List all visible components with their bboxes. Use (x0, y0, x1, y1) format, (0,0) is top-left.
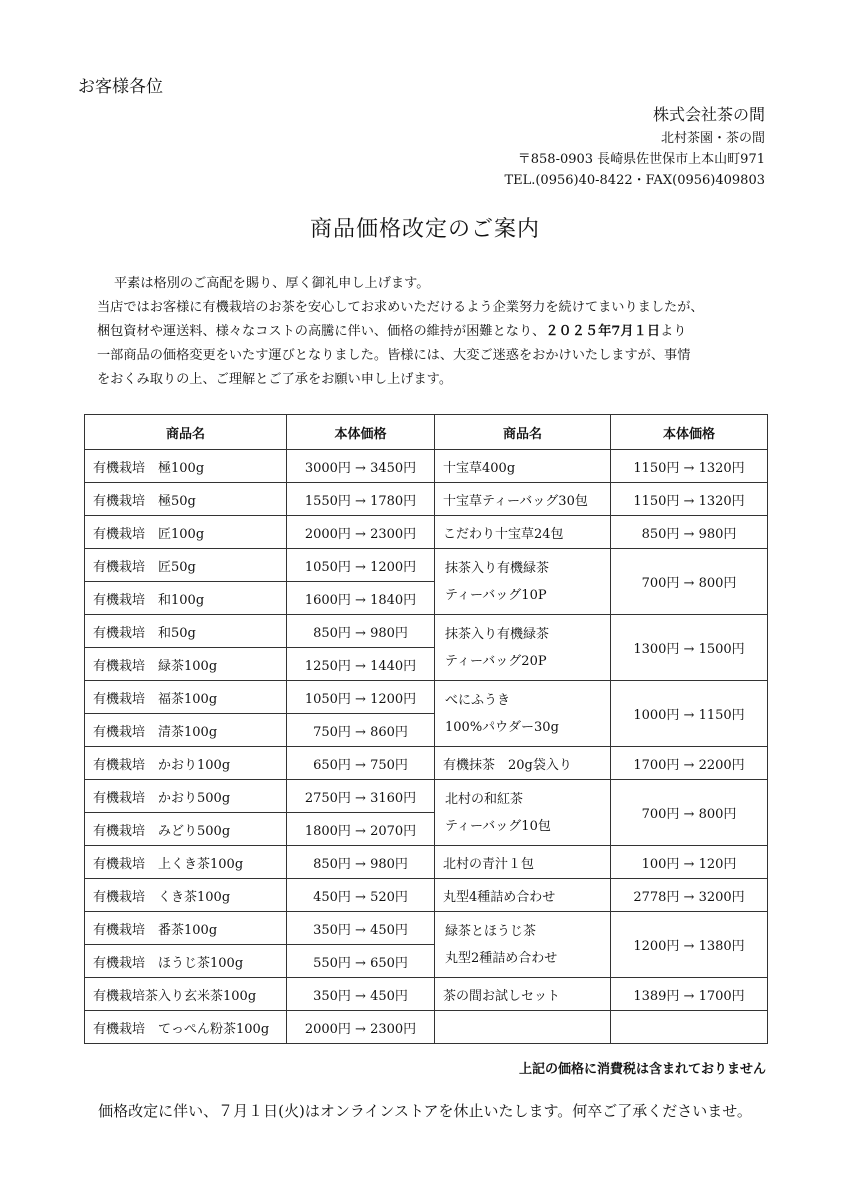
product-price: 1250円 → 1440円 (287, 648, 435, 681)
product-price: 850円 → 980円 (611, 516, 768, 549)
product-price: 1800円 → 2070円 (287, 813, 435, 846)
product-name-multiline (435, 549, 611, 615)
closing-note: 価格改定に伴い、７月１日(火)はオンラインストアを休止いたします。何卒ご了承くださいませ。 (98, 1102, 752, 1120)
product-price: 2750円 → 3160円 (287, 780, 435, 813)
intro-line-3a: 梱包資材や運送料、様々なコストの高騰に伴い、価格の維持が困難となり、 (97, 324, 546, 339)
table-row (85, 516, 768, 549)
product-name: 有機栽培 匠100g (85, 516, 287, 549)
product-name: 十宝草400g (435, 450, 611, 483)
product-price: 550円 → 650円 (287, 945, 435, 978)
product-price: 1150円 → 1320円 (611, 483, 768, 516)
product-name: 有機栽培 和50g (85, 615, 287, 648)
intro-line-3c: より (660, 324, 687, 339)
product-price: 850円 → 980円 (287, 615, 435, 648)
product-price: 750円 → 860円 (287, 714, 435, 747)
product-name-line-1: 抹茶入り有機緑茶 (445, 560, 550, 576)
product-name: 有機栽培 極50g (85, 483, 287, 516)
table-row (85, 1011, 768, 1044)
product-price: 1550円 → 1780円 (287, 483, 435, 516)
product-price: 2778円 → 3200円 (611, 879, 768, 912)
tax-note: 上記の価格に消費税は含まれておりません (518, 1062, 766, 1077)
header-price-right: 本体価格 (611, 415, 768, 450)
table-row (85, 912, 768, 945)
product-name-line-2: 100%パウダー30g (445, 719, 559, 735)
table-row (85, 978, 768, 1011)
product-name-line-1: 北村の和紅茶 (445, 791, 524, 807)
product-name-multiline (435, 780, 611, 846)
product-name: 北村の青汁１包 (435, 846, 611, 879)
product-name-line-2: ティーバッグ10包 (445, 818, 551, 834)
product-price: 650円 → 750円 (287, 747, 435, 780)
intro-line-4: 一部商品の価格変更をいたす運びとなりました。皆様には、大変ご迷惑をおかけいたしますが、事情 (97, 348, 691, 363)
product-name: 丸型4種詰め合わせ (435, 879, 611, 912)
table-row (85, 846, 768, 879)
product-name: こだわり十宝草24包 (435, 516, 611, 549)
header-price-left: 本体価格 (287, 415, 435, 450)
product-price: 1700円 → 2200円 (611, 747, 768, 780)
product-name: 茶の間お試しセット (435, 978, 611, 1011)
product-price: 1150円 → 1320円 (611, 450, 768, 483)
product-price: 2000円 → 2300円 (287, 1011, 435, 1044)
table-row (85, 681, 768, 714)
product-name-line-1: べにふうき (445, 692, 511, 708)
product-price: 450円 → 520円 (287, 879, 435, 912)
product-name: 有機栽培茶入り玄米茶100g (85, 978, 287, 1011)
product-price: 1000円 → 1150円 (611, 681, 768, 747)
price-table (84, 414, 768, 1044)
intro-line-2: 当店ではお客様に有機栽培のお茶を安心してお求めいただけるよう企業努力を続けてまいりましたが、 (97, 300, 704, 315)
product-name: 有機栽培 ほうじ茶100g (85, 945, 287, 978)
product-name: 有機栽培 極100g (85, 450, 287, 483)
product-price: 1600円 → 1840円 (287, 582, 435, 615)
product-price: 3000円 → 3450円 (287, 450, 435, 483)
product-name: 有機栽培 和100g (85, 582, 287, 615)
product-price: 700円 → 800円 (611, 780, 768, 846)
product-price: 350円 → 450円 (287, 912, 435, 945)
product-name-line-2: ティーバッグ10P (445, 587, 547, 603)
product-name-line-2: 丸型2種詰め合わせ (445, 950, 558, 966)
product-price: 100円 → 120円 (611, 846, 768, 879)
product-name: 有機栽培 くき茶100g (85, 879, 287, 912)
product-name-line-1: 緑茶とほうじ茶 (445, 923, 537, 939)
product-price: 700円 → 800円 (611, 549, 768, 615)
product-name: 有機栽培 かおり500g (85, 780, 287, 813)
product-name-multiline (435, 912, 611, 978)
intro-line-1: 平素は格別のご高配を賜り、厚く御礼申し上げます。 (114, 276, 430, 291)
product-price: 1389円 → 1700円 (611, 978, 768, 1011)
addressee: お客様各位 (78, 77, 163, 97)
product-name-multiline (435, 681, 611, 747)
product-name: 有機栽培 清茶100g (85, 714, 287, 747)
effective-date: ２０２５年7月１日 (545, 324, 661, 339)
table-row (85, 549, 768, 582)
product-price: 1200円 → 1380円 (611, 912, 768, 978)
product-price: 2000円 → 2300円 (287, 516, 435, 549)
product-name: 有機栽培 みどり500g (85, 813, 287, 846)
product-name: 有機抹茶 20g袋入り (435, 747, 611, 780)
product-price: 350円 → 450円 (287, 978, 435, 1011)
product-name: 有機栽培 かおり100g (85, 747, 287, 780)
company-tel: TEL.(0956)40-8422・FAX(0956)409803 (504, 173, 765, 188)
product-name: 有機栽培 番茶100g (85, 912, 287, 945)
table-row (85, 615, 768, 648)
product-price: 850円 → 980円 (287, 846, 435, 879)
product-name: 有機栽培 てっぺん粉茶100g (85, 1011, 287, 1044)
table-row (85, 483, 768, 516)
table-row (85, 747, 768, 780)
product-name: 十宝草ティーバッグ30包 (435, 483, 611, 516)
table-row (85, 450, 768, 483)
product-name-multiline (435, 615, 611, 681)
intro-text (97, 272, 787, 392)
product-name: 有機栽培 緑茶100g (85, 648, 287, 681)
product-name: 有機栽培 上くき茶100g (85, 846, 287, 879)
table-row (85, 780, 768, 813)
product-price: 1300円 → 1500円 (611, 615, 768, 681)
product-name-line-1: 抹茶入り有機緑茶 (445, 626, 550, 642)
product-name: 有機栽培 福茶100g (85, 681, 287, 714)
table-header-row (85, 415, 768, 450)
header-name-left: 商品名 (85, 415, 287, 450)
company-name: 株式会社茶の間 (652, 105, 765, 124)
table-row (85, 879, 768, 912)
company-address: 〒858-0903 長崎県佐世保市上本山町971 (517, 152, 765, 167)
company-info (504, 104, 765, 191)
product-name-line-2: ティーバッグ20P (445, 653, 547, 669)
intro-line-5: をおくみ取りの上、ご理解とご了承をお願い申し上げます。 (97, 372, 453, 387)
empty-cell (435, 1011, 611, 1044)
product-price: 1050円 → 1200円 (287, 549, 435, 582)
empty-cell (611, 1011, 768, 1044)
product-price: 1050円 → 1200円 (287, 681, 435, 714)
company-sub: 北村茶園・茶の間 (660, 131, 765, 146)
header-name-right: 商品名 (435, 415, 611, 450)
page-title: 商品価格改定のご案内 (309, 217, 540, 242)
intro-line-3 (97, 320, 787, 344)
product-name: 有機栽培 匠50g (85, 549, 287, 582)
